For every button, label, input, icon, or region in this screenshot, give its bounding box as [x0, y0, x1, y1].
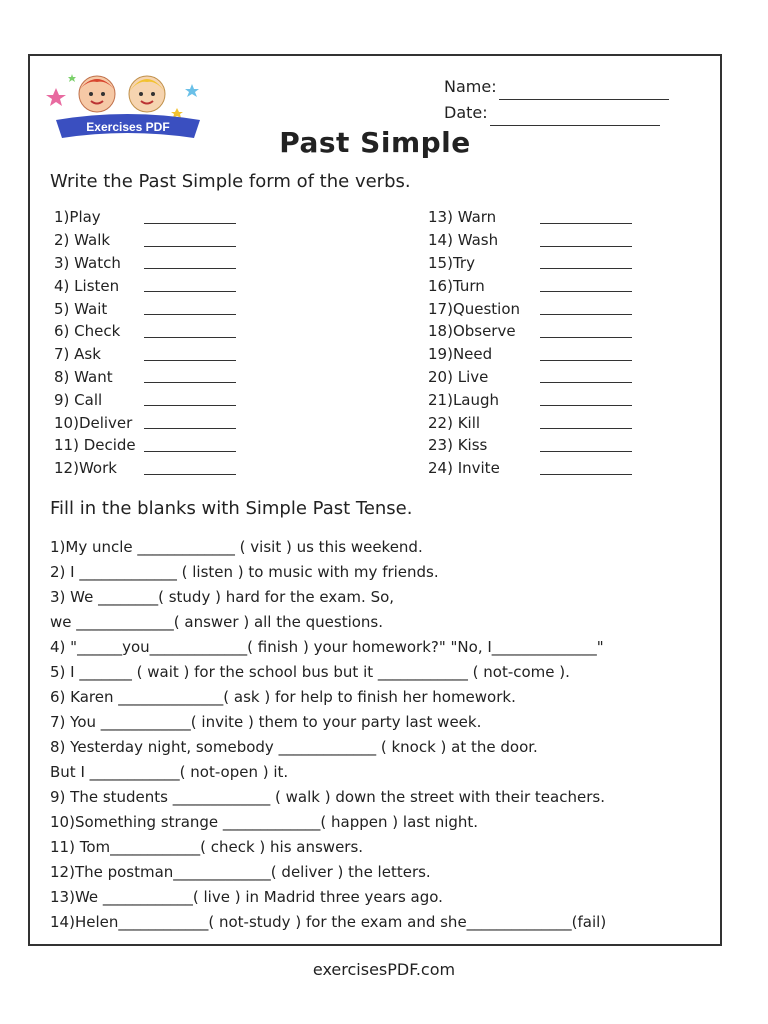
verb-item: [428, 388, 632, 411]
verb-label: 11) Decide: [54, 436, 136, 455]
verb-label: 24) Invite: [428, 459, 500, 478]
verb-item: [54, 206, 236, 229]
sentence-item[interactable]: 7) You ____________( invite ) them to your party last week.: [50, 713, 482, 731]
verb-label: 19)Need: [428, 345, 493, 364]
verb-label: 1)Play: [54, 208, 101, 227]
answer-blank[interactable]: [144, 416, 236, 429]
name-row: [444, 74, 669, 100]
verb-column-left: [54, 206, 236, 480]
verb-item: [54, 457, 236, 480]
sentence-item[interactable]: 2) I _____________ ( listen ) to music with my friends.: [50, 563, 439, 581]
date-row: [444, 100, 669, 126]
verb-label: 20) Live: [428, 367, 489, 386]
sentence-item[interactable]: we _____________( answer ) all the questions.: [50, 613, 384, 631]
sentence-item[interactable]: 13)We ____________( live ) in Madrid three years ago.: [50, 888, 443, 906]
verb-label: 22) Kill: [428, 413, 481, 432]
verb-label: 6) Check: [54, 322, 121, 341]
verb-item: [54, 320, 236, 343]
answer-blank[interactable]: [540, 348, 632, 361]
answer-blank[interactable]: [540, 256, 632, 269]
sentence-item[interactable]: 11) Tom____________( check ) his answers.: [50, 838, 364, 856]
verb-label: 8) Want: [54, 367, 113, 386]
answer-blank[interactable]: [540, 462, 632, 475]
verb-label: 4) Listen: [54, 276, 120, 295]
sentence-item[interactable]: 14)Helen____________( not-study ) for the exam and she______________(fail): [50, 913, 607, 931]
verb-item: [428, 411, 632, 434]
verb-item: [428, 343, 632, 366]
footer-site: exercisesPDF.com: [312, 960, 456, 979]
verb-item: [428, 320, 632, 343]
sentence-item[interactable]: 1)My uncle _____________ ( visit ) us this weekend.: [50, 538, 423, 556]
verb-item: [54, 297, 236, 320]
verb-item: [54, 229, 236, 252]
verb-item: [54, 411, 236, 434]
answer-blank[interactable]: [144, 370, 236, 383]
verb-label: 13) Warn: [428, 208, 497, 227]
verb-item: [428, 206, 632, 229]
answer-blank[interactable]: [144, 393, 236, 406]
section2-instruction: Fill in the blanks with Simple Past Tense.: [50, 498, 413, 519]
verb-label: 15)Try: [428, 253, 475, 272]
verb-item: [428, 274, 632, 297]
date-field[interactable]: [490, 109, 660, 126]
verb-item: [428, 434, 632, 457]
verb-label: 5) Wait: [54, 299, 108, 318]
verb-item: [428, 366, 632, 389]
verb-label: 10)Deliver: [54, 413, 133, 432]
verb-item: [428, 252, 632, 275]
sentence-item[interactable]: 12)The postman_____________( deliver ) the letters.: [50, 863, 431, 881]
verb-label: 21)Laugh: [428, 390, 500, 409]
verb-label: 2) Walk: [54, 231, 111, 250]
answer-blank[interactable]: [540, 393, 632, 406]
verb-item: [428, 297, 632, 320]
logo-text: Exercises PDF: [86, 120, 170, 134]
verb-label: 7) Ask: [54, 345, 101, 364]
answer-blank[interactable]: [540, 370, 632, 383]
answer-blank[interactable]: [144, 234, 236, 247]
verb-label: 14) Wash: [428, 231, 499, 250]
answer-blank[interactable]: [540, 234, 632, 247]
sentence-item[interactable]: 9) The students _____________ ( walk ) down the street with their teachers.: [50, 788, 605, 806]
verb-item: [54, 434, 236, 457]
verb-label: 17)Question: [428, 299, 521, 318]
answer-blank[interactable]: [144, 256, 236, 269]
sentence-item[interactable]: 5) I _______ ( wait ) for the school bus but it ____________ ( not-come ).: [50, 663, 570, 681]
verb-column-right: [428, 206, 632, 480]
answer-blank[interactable]: [540, 325, 632, 338]
verb-label: 9) Call: [54, 390, 103, 409]
verb-item: [54, 388, 236, 411]
name-date-block: [444, 74, 669, 126]
sentence-item[interactable]: 4) "______you_____________( finish ) your homework?" "No, I______________": [50, 638, 604, 656]
answer-blank[interactable]: [540, 211, 632, 224]
sentence-item[interactable]: 6) Karen ______________( ask ) for help to finish her homework.: [50, 688, 516, 706]
answer-blank[interactable]: [144, 462, 236, 475]
verb-label: 18)Observe: [428, 322, 516, 341]
verb-item: [54, 343, 236, 366]
verb-label: 3) Watch: [54, 253, 121, 272]
answer-blank[interactable]: [144, 439, 236, 452]
answer-blank[interactable]: [144, 279, 236, 292]
verb-item: [54, 274, 236, 297]
name-label: Name:: [444, 77, 497, 96]
sentence-item[interactable]: 3) We ________( study ) hard for the exam. So,: [50, 588, 395, 606]
answer-blank[interactable]: [144, 211, 236, 224]
answer-blank[interactable]: [540, 302, 632, 315]
sentence-item[interactable]: 10)Something strange _____________( happen ) last night.: [50, 813, 479, 831]
worksheet: [28, 54, 722, 946]
verb-item: [54, 366, 236, 389]
verb-item: [428, 229, 632, 252]
answer-blank[interactable]: [144, 348, 236, 361]
page-title: Past Simple: [279, 126, 471, 159]
verb-label: 23) Kiss: [428, 436, 488, 455]
sentence-item[interactable]: But I ____________( not-open ) it.: [50, 763, 289, 781]
sentence-item[interactable]: 8) Yesterday night, somebody _____________ ( knock ) at the door.: [50, 738, 538, 756]
date-label: Date:: [444, 103, 488, 122]
verb-item: [54, 252, 236, 275]
sentence-list: [50, 535, 606, 935]
answer-blank[interactable]: [144, 325, 236, 338]
verb-item: [428, 457, 632, 480]
answer-blank[interactable]: [540, 439, 632, 452]
answer-blank[interactable]: [540, 279, 632, 292]
section1-instruction: Write the Past Simple form of the verbs.: [50, 171, 411, 192]
answer-blank[interactable]: [540, 416, 632, 429]
name-field[interactable]: [499, 83, 669, 100]
verb-label: 12)Work: [54, 459, 117, 478]
answer-blank[interactable]: [144, 302, 236, 315]
verb-label: 16)Turn: [428, 276, 485, 295]
